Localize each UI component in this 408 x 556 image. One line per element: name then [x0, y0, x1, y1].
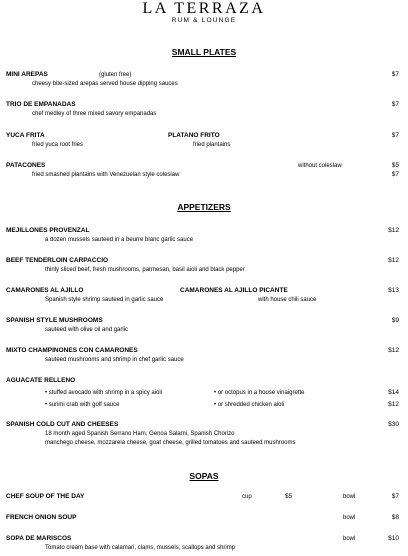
restaurant-subtitle: RUM & LOUNGE: [171, 17, 237, 24]
item-label-cup: cup: [242, 494, 252, 500]
item-price-carpaccio: $12: [388, 257, 399, 264]
item-price-french-onion: $8: [391, 514, 399, 521]
item-price-mejillones: $12: [388, 227, 399, 234]
item-price-sopa-mariscos: $10: [388, 535, 399, 542]
item-price-chef-soup-cup: $5: [285, 493, 293, 500]
item-name-sopa-mariscos: SOPA DE MARISCOS: [6, 535, 72, 542]
item-note-gluten-free: (gluten free): [99, 72, 132, 78]
item-price-yuca-platano: $7: [391, 132, 399, 139]
item-name-mixto: MIXTO CHAMPINONES CON CAMARONES: [6, 347, 138, 354]
item-price-trio-empanadas: $7: [391, 101, 399, 108]
item-desc-trio-empanadas: chef medley of three mixed savory empanadas: [32, 111, 157, 117]
item-price-spanish-mushrooms: $9: [391, 317, 399, 324]
item-name-yuca-frita: YUCA FRITA: [6, 132, 45, 139]
item-desc-cold-cut-2: manchego cheese, mozzarela cheese, goat cheese, grilled tomatoes and sauteed mushrooms: [45, 440, 296, 446]
item-price-mini-arepas: $7: [391, 71, 399, 78]
item-name-carpaccio: BEEF TENDERLOIN CARPACCIO: [6, 257, 109, 264]
item-price-chef-soup-bowl: $7: [391, 493, 399, 500]
item-desc-carpaccio: thinly sliced beef, fresh mushrooms, parmesan, basil aioli and black pepper: [45, 267, 245, 273]
section-heading-small-plates: SMALL PLATES: [171, 47, 237, 57]
item-desc-sopa-mariscos: Tomato cream base with calamari, clams, mussels, scallops and shrimp: [45, 545, 236, 551]
item-desc-camarones-picante: with house chili sauce: [258, 297, 317, 303]
item-name-chef-soup: CHEF SOUP OF THE DAY: [6, 493, 85, 500]
item-desc-platano-frito: fried plantains: [193, 142, 231, 148]
item-price-cold-cut: $30: [388, 421, 399, 428]
item-price-patacones-option: $5: [391, 162, 399, 169]
section-heading-sopas: SOPAS: [189, 471, 219, 481]
item-name-mejillones: MEJILLONES PROVENZAL: [6, 227, 90, 234]
item-price-mixto: $12: [388, 347, 399, 354]
item-name-aguacate-relleno: AGUACATE RELLENO: [6, 377, 76, 384]
item-desc-yuca-frita: fried yuca root fries: [32, 142, 84, 148]
item-price-aguacate-2: $12: [388, 401, 399, 408]
item-desc-mixto: sauteed mushrooms and shrimp in chef garlic sauce: [45, 357, 184, 363]
item-name-spanish-mushrooms: SPANISH STYLE MUSHROOMS: [6, 317, 103, 324]
restaurant-title: LA TERRAZA: [142, 0, 266, 17]
item-desc-spanish-mushrooms: sauteed with olive oil and garlic: [45, 327, 129, 333]
item-name-patacones: PATACONES: [6, 162, 46, 169]
section-heading-appetizers: APPETIZERS: [177, 202, 231, 212]
item-name-cold-cut: SPANISH COLD CUT AND CHEESES: [6, 421, 119, 428]
item-price-patacones: $7: [391, 171, 399, 178]
item-option-surimi-crab: • surimi crab with golf sauce: [45, 402, 120, 408]
item-name-trio-empanadas: TRIO DE EMPANADAS: [6, 101, 76, 108]
item-name-french-onion: FRENCH ONION SOUP: [6, 514, 77, 521]
item-desc-camarones-ajillo: Spanish style shrimp sauteed in garlic sauce: [45, 297, 164, 303]
item-price-aguacate-1: $14: [388, 389, 399, 396]
item-option-octopus: • or octopus in a house vinaigrette: [214, 390, 305, 396]
item-price-camarones: $13: [388, 287, 399, 294]
item-desc-mini-arepas: cheesy bite-sized arepas served house dipping sauces: [32, 81, 178, 87]
item-label-bowl-onion: bowl: [343, 515, 356, 521]
item-desc-patacones: fried smashed plantains with Venezuelan style coleslaw: [32, 172, 180, 178]
item-name-camarones-picante: CAMARONES AL AJILLO PICANTE: [180, 287, 288, 294]
item-label-bowl-chef: bowl: [343, 494, 356, 500]
item-desc-cold-cut-1: 18 month aged Spanish Serrano Ham, Genoa Salami, Spanish Chorizo: [45, 431, 235, 437]
item-option-shredded-chicken: • or shredded chicken aioli: [214, 402, 285, 408]
item-name-platano-frito: PLATANO FRITO: [168, 132, 220, 139]
item-option-stuffed-avocado: • stuffed avocado with shrimp in a spicy aioli: [45, 390, 163, 396]
item-name-camarones-ajillo: CAMARONES AL AJILLO: [6, 287, 84, 294]
item-name-mini-arepas: MINI AREPAS: [6, 71, 48, 78]
item-label-bowl-mariscos: bowl: [343, 536, 356, 542]
item-option-without-coleslaw: without coleslaw: [298, 163, 342, 169]
item-desc-mejillones: a dozen mussels sauteed in a beurre blanc garlic sauce: [45, 237, 194, 243]
